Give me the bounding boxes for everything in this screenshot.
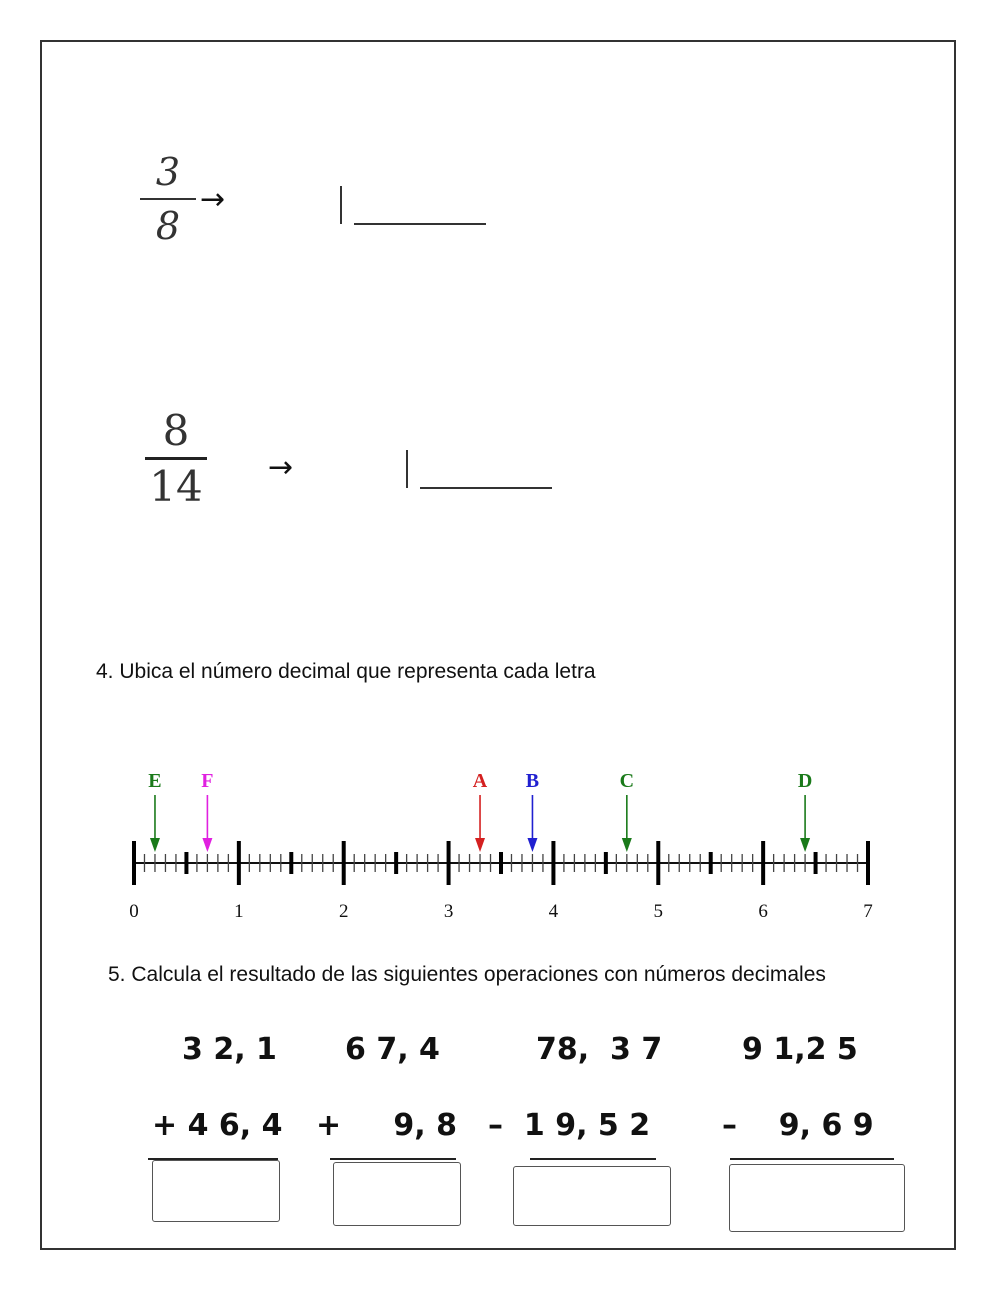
operation-2-top: 6 7, 4 [345,1032,440,1067]
marker-arrow-head-c [622,838,632,852]
fraction-3-8 [140,150,196,248]
marker-arrow-head-f [202,838,212,852]
right-arrow-icon: → [200,182,226,217]
marker-label-f: F [201,770,214,792]
answer-blank-1[interactable] [340,186,488,226]
operation-4-rule [730,1158,894,1160]
fraction-denominator: 14 [149,462,203,511]
marker-arrow-head-b [527,838,537,852]
right-arrow-icon: → [268,450,294,485]
number-line [0,750,1000,930]
operation-4-answer-box[interactable] [729,1164,905,1232]
operation-3-rule [530,1158,656,1160]
question-4-heading: 4. Ubica el número decimal que representa cada letra [96,660,596,683]
marker-arrow-head-e [150,838,160,852]
marker-label-a: A [472,770,488,792]
fraction-bar [145,457,207,460]
marker-label-b: B [525,770,540,792]
marker-label-e: E [148,770,162,792]
operation-2-rule [330,1158,456,1160]
number-line-tick-label: 7 [863,901,873,922]
marker-label-c: C [619,770,635,792]
fraction-numerator: 3 [155,150,181,194]
fraction-numerator: 8 [162,406,190,455]
number-line-tick-label: 4 [548,901,559,922]
number-line-tick-label: 0 [129,901,139,922]
operation-3-top: 78, 3 7 [536,1032,663,1067]
operation-2-answer-box[interactable] [333,1162,461,1226]
operation-3-bottom: – 1 9, 5 2 [488,1108,651,1143]
answer-blank-2[interactable] [406,450,554,490]
operation-2-bottom: + 9, 8 [316,1108,457,1143]
number-line-tick-label: 1 [234,901,244,922]
marker-arrow-head-d [800,838,810,852]
operation-1-answer-box[interactable] [152,1160,280,1222]
operation-1-bottom: + 4 6, 4 [152,1108,283,1143]
operation-3-answer-box[interactable] [513,1166,671,1226]
fraction-bar [140,198,196,200]
operation-4-bottom: – 9, 6 9 [722,1108,874,1143]
fraction-denominator: 8 [155,204,181,248]
operation-1-top: 3 2, 1 [182,1032,277,1067]
fraction-8-14 [145,406,207,511]
number-line-tick-label: 5 [653,901,664,922]
marker-arrow-head-a [475,838,485,852]
number-line-tick-label: 3 [443,901,454,922]
number-line-tick-label: 6 [758,901,768,922]
operation-4-top: 9 1,2 5 [742,1032,858,1067]
number-line-tick-label: 2 [338,901,349,922]
question-5-heading: 5. Calcula el resultado de las siguientes operaciones con números decimales [108,963,826,986]
marker-label-d: D [797,770,813,792]
